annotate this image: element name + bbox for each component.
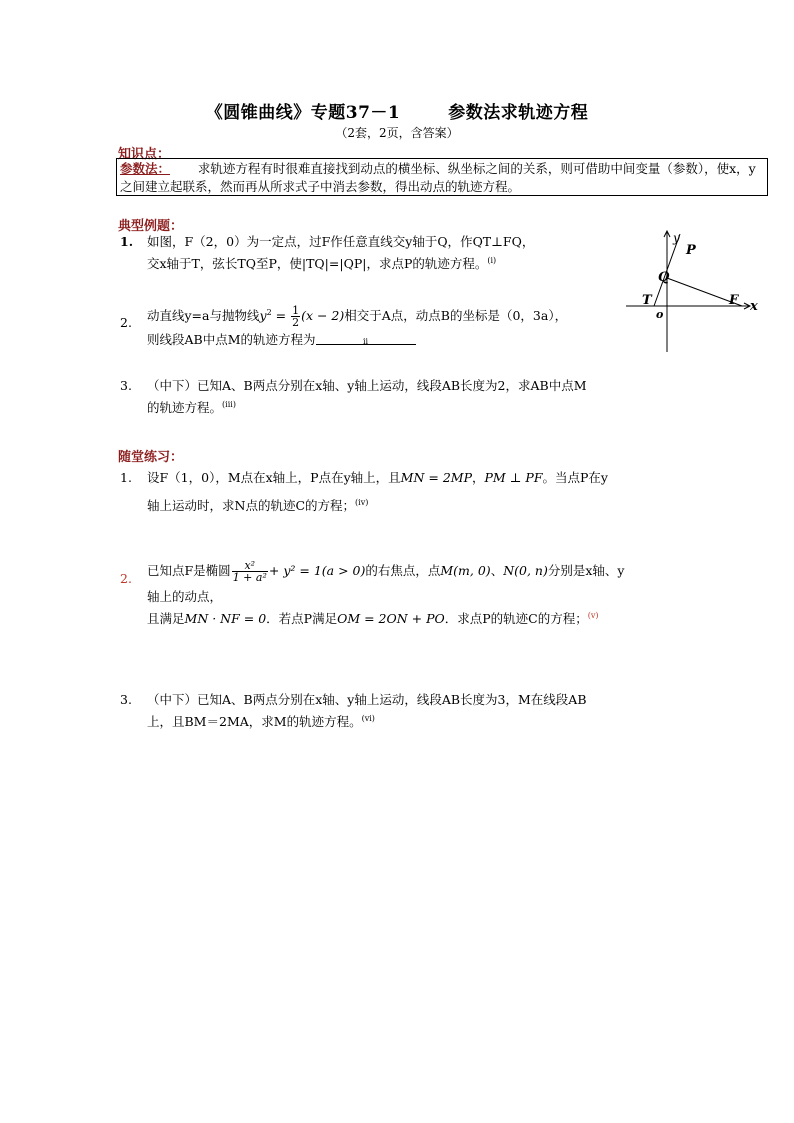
knowledge-label: 参数法： — [120, 161, 171, 176]
figure-label-T: T — [642, 293, 652, 308]
practice-1-vec2: PM ⊥ PF — [484, 470, 543, 485]
practice-2-fraction: $\frac{\text{x²}}{\text{1 + a²}}$ — [232, 559, 267, 584]
practice-1-vec1: MN = 2MP — [400, 470, 472, 485]
example-1-note: (i) — [487, 256, 497, 265]
practice-2-cond1: MN · NF = 0 — [184, 611, 267, 627]
practice-1-note: (iv) — [355, 498, 369, 507]
example-2-line2: 则线段AB中点M的轨迹方程为 ii — [147, 330, 627, 349]
example-2-answer-blank: ii — [316, 332, 416, 345]
example-1-line1: 如图，F（2，0）为一定点，过F作任意直线交y轴于Q，作QT⊥FQ， — [147, 234, 535, 249]
page-title — [0, 98, 794, 123]
knowledge-heading: 知识点： — [118, 147, 171, 162]
example-3-line2: 的轨迹方程。$^{(iii)}$ — [147, 400, 236, 416]
example-2-fraction: $\frac{1}{2}$ — [292, 304, 300, 330]
practice-3-note: (vi) — [361, 714, 375, 723]
example-2-num: 2. — [120, 315, 132, 330]
practice-1-text — [147, 468, 687, 515]
knowledge-text-block — [120, 160, 764, 196]
figure-label-x: x — [750, 299, 758, 314]
example-3-num: 3. — [120, 378, 132, 393]
figure-label-Q: Q — [658, 270, 670, 285]
practice-2-num: 2. — [120, 571, 132, 586]
subtitle: （2套，2页，含答案） — [335, 126, 459, 140]
practice-2-line1: 已知点F是椭圆 $\frac{\text{x²}}{\text{1 + a²}}$ + y² = 1(a > 0)的右焦点，点M(m, 0)、N(0, n)分别是x轴、y — [147, 559, 625, 584]
practice-1-line2: 轴上运动时，求N点的轨迹C的方程；$^{(iv)}$ — [147, 498, 369, 514]
knowledge-text: 求轨迹方程有时很难直接找到动点的横坐标、纵坐标之间的关系，则可借助中间变量（参数），使x，y之间建立起联系，然而再从所求式子中消去参数，得出动点的轨迹方程。 — [120, 161, 756, 194]
practice-1-line1: 设F（1，0），M点在x轴上，P点在y轴上，且MN = 2MP，PM ⊥ PF。当点P在y — [147, 470, 608, 485]
practice-2-note: (v) — [587, 611, 599, 620]
figure-label-y: y — [673, 231, 680, 245]
example-3-line1: （中下）已知A、B两点分别在x轴、y轴上运动，线段AB长度为2，求AB中点M — [147, 378, 587, 393]
practice-1-num: 1. — [120, 470, 132, 485]
title-topic: 参数法求轨迹方程 — [448, 103, 589, 123]
figure-label-F: F — [729, 293, 739, 308]
example-2-eq-lhs: y — [259, 308, 267, 324]
example-1-text — [147, 232, 617, 273]
figure-label-o: o — [656, 308, 664, 321]
title-main: 《圆锥曲线》专题37－1 — [205, 103, 401, 123]
knowledge-box — [116, 158, 768, 196]
example-1-num: 1. — [120, 234, 134, 249]
example-3-note: (iii) — [222, 400, 236, 409]
example-1-figure — [622, 226, 762, 354]
practice-3-line1: （中下）已知A、B两点分别在x轴、y轴上运动，线段AB长度为3，M在线段AB — [147, 692, 587, 707]
practice-2-text — [147, 556, 687, 628]
example-2-line1: 动直线y=a与抛物线$y^2$ = $\frac{1}{2}$ (x − 2)相交于A点，动点B的坐标是（0，3a）， — [147, 304, 568, 330]
practice-2-line2: 轴上的动点， — [147, 589, 223, 604]
example-2-text — [147, 300, 627, 349]
practice-3-num: 3. — [120, 692, 132, 707]
figure-label-P: P — [686, 243, 696, 258]
example-1-line2: 交x轴于T，弦长TQ至P，使|TQ|=|QP|，求点P的轨迹方程。$^{(i)}$ — [147, 256, 497, 272]
examples-heading: 典型例题： — [118, 219, 184, 234]
example-3-text — [147, 376, 677, 417]
practice-3-text — [147, 690, 687, 731]
practice-heading: 随堂练习： — [118, 450, 184, 465]
practice-3-line2: 上，且BM＝2MA，求M的轨迹方程。$^{(vi)}$ — [147, 714, 375, 730]
practice-2-cond2: OM = 2ON + PO — [337, 611, 445, 627]
practice-2-line3: 且满足MN · NF = 0．若点P满足OM = 2ON + PO．求点P的轨迹C的方程；$^{(v)}$ — [147, 611, 599, 627]
